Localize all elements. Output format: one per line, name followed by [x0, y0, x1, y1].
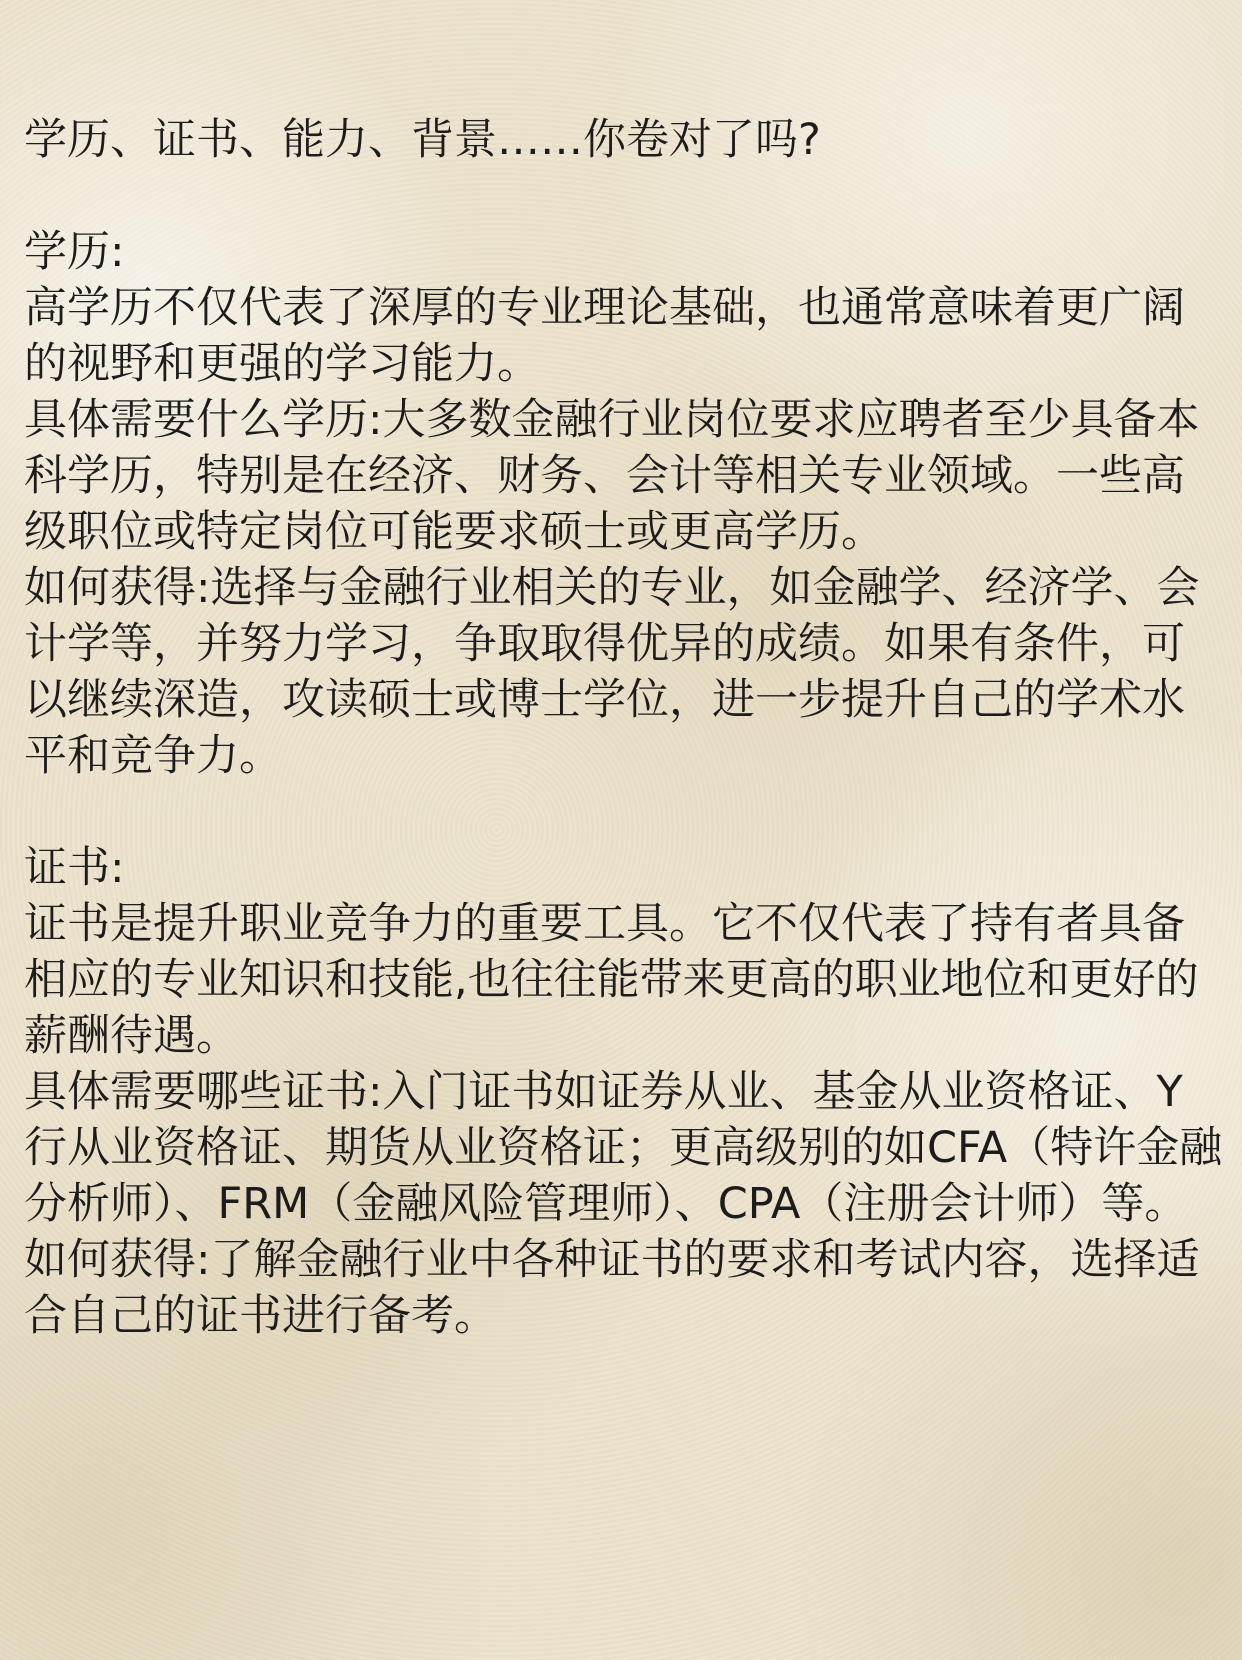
certificate-how-to-get: 如何获得:了解金融行业中各种证书的要求和考试内容，选择适合自己的证书进行备考。 — [24, 1235, 1200, 1341]
education-how-to-get: 如何获得:选择与金融行业相关的专业，如金融学、经济学、会计学等，并努力学习，争取取得优异的成绩。如果有条件，可以继续深造，攻读硕士或博士学位，进一步提升自己的学术水平和竞争力。 — [24, 563, 1200, 781]
spacer — [24, 784, 1224, 840]
certificate-requirement: 具体需要哪些证书:入门证书如证券从业、基金从业资格证、Y行从业资格证、期货从业资格证；更高级别的如CFA（特许金融分析师）、FRM（金融风险管理师）、CPA（注册会计师）等。 — [24, 1067, 1223, 1229]
certificate-section — [24, 840, 1224, 1344]
spacer — [24, 168, 1224, 224]
article-body — [24, 112, 1224, 1344]
certificate-heading: 证书: — [24, 843, 125, 893]
education-heading: 学历: — [24, 227, 125, 277]
article-title: 学历、证书、能力、背景……你卷对了吗? — [24, 115, 821, 165]
certificate-intro: 证书是提升职业竞争力的重要工具。它不仅代表了持有者具备相应的专业知识和技能,也往往能带来更高的职业地位和更好的薪酬待遇。 — [24, 899, 1199, 1061]
education-section — [24, 224, 1224, 784]
education-requirement: 具体需要什么学历:大多数金融行业岗位要求应聘者至少具备本科学历，特别是在经济、财务、会计等相关专业领域。一些高级职位或特定岗位可能要求硕士或更高学历。 — [24, 395, 1200, 557]
education-intro: 高学历不仅代表了深厚的专业理论基础，也通常意味着更广阔的视野和更强的学习能力。 — [24, 283, 1185, 389]
